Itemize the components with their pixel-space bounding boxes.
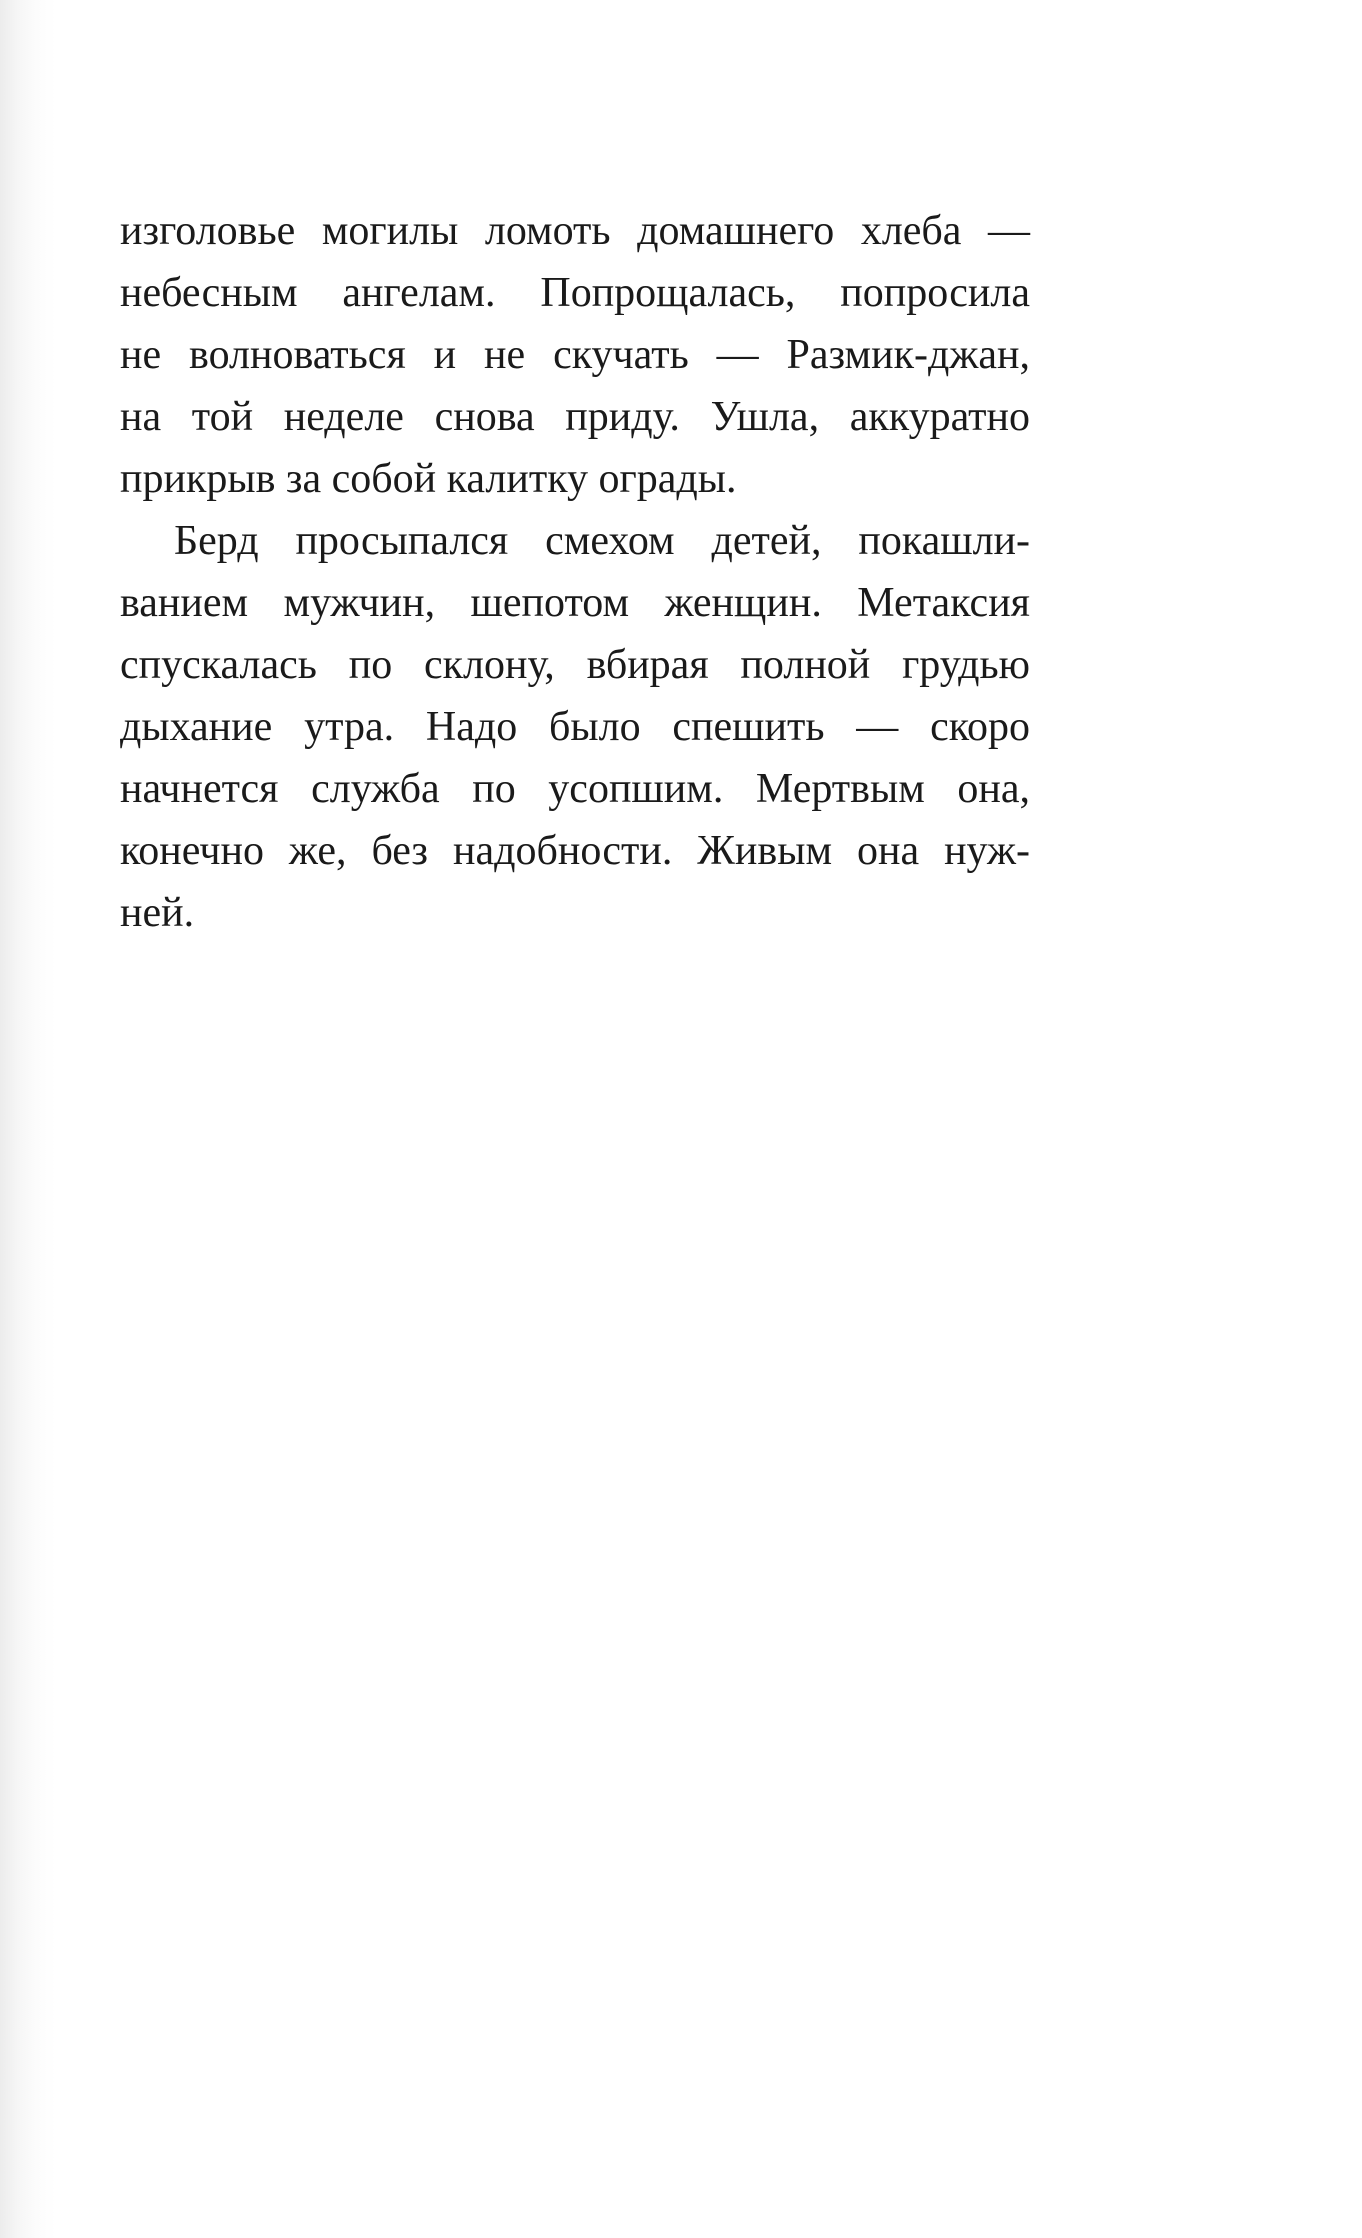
text-line: не волноваться и не скучать — Размик-джан,: [120, 332, 1030, 378]
text-line: изголовье могилы ломоть домашнего хлеба —: [120, 208, 1030, 254]
text-line: на той неделе снова приду. Ушла, аккуратно: [120, 394, 1030, 440]
text-line: небесным ангелам. Попрощалась, попросила: [120, 270, 1030, 316]
text-line: начнется служба по усопшим. Мертвым она,: [120, 766, 1030, 812]
paragraph-2: [120, 510, 1030, 944]
text-line: спускалась по склону, вбирая полной грудью: [120, 642, 1030, 688]
text-line: ванием мужчин, шепотом женщин. Метаксия: [120, 580, 1030, 626]
text-line: конечно же, без надобности. Живым она нуж-: [120, 828, 1030, 874]
page-text: [120, 200, 1030, 944]
text-line: дыхание утра. Надо было спешить — скоро: [120, 704, 1030, 750]
text-line: прикрыв за собой калитку ограды.: [120, 456, 737, 502]
text-line: Берд просыпался смехом детей, покашли-: [174, 518, 1030, 564]
text-line: ней.: [120, 890, 195, 936]
paragraph-1: [120, 200, 1030, 510]
